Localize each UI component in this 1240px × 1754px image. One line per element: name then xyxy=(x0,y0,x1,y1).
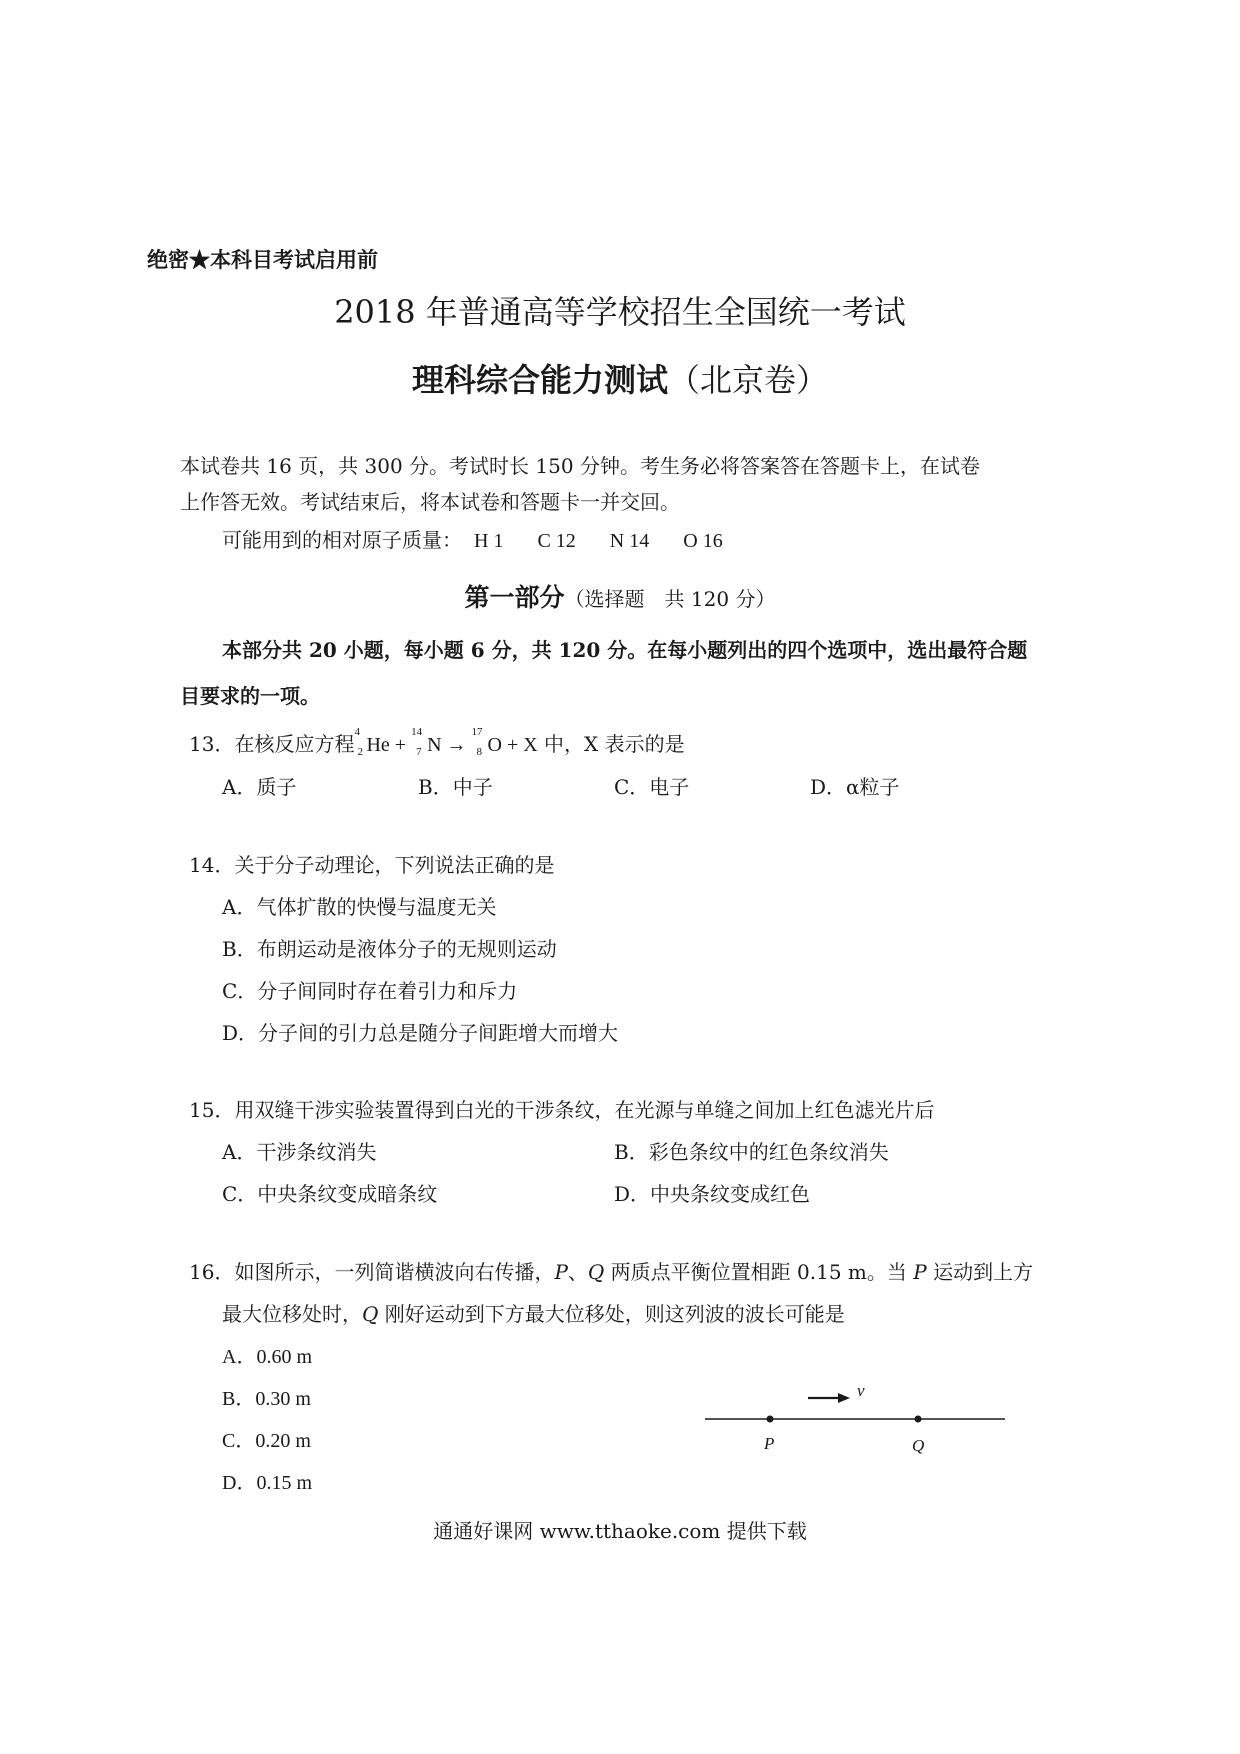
exam-subtitle xyxy=(0,355,1240,401)
subtitle-main: 理科综合能力测试 xyxy=(411,361,668,399)
part-one-instruction-1: 本部分共 20 小题，每小题 6 分，共 120 分。在每小题列出的四个选项中，选出最符合题 xyxy=(222,638,1028,662)
point-p-ref: P xyxy=(913,1260,927,1284)
option-c: C．分子间同时存在着引力和斥力 xyxy=(222,979,518,1003)
nitrogen-nuclide xyxy=(411,726,442,758)
element-symbol: N xyxy=(427,734,442,756)
oxygen-nuclide xyxy=(471,726,502,758)
part-one-label: 第一部分 xyxy=(464,583,565,612)
option-b: B．中子 xyxy=(418,775,493,799)
question-15-stem xyxy=(189,1094,934,1123)
confidential-notice: 绝密★本科目考试启用前 xyxy=(147,247,378,272)
intro-line-2: 上作答无效。考试结束后，将本试卷和答题卡一并交回。 xyxy=(180,490,680,514)
option-c: C．电子 xyxy=(614,775,690,799)
mass-number: 17 xyxy=(471,726,483,738)
question-text: 运动到上方 xyxy=(926,1260,1034,1284)
velocity-label: v xyxy=(857,1381,865,1400)
footer-source: 通通好课网 www.tthaoke.com 提供下载 xyxy=(433,1519,807,1543)
element-symbol: O xyxy=(487,734,502,756)
atomic-number: 7 xyxy=(416,746,422,758)
wave-figure xyxy=(700,1380,1020,1460)
point-p xyxy=(767,1416,774,1423)
option-c: C．中央条纹变成暗条纹 xyxy=(222,1182,438,1206)
subtitle-region: （北京卷） xyxy=(668,361,829,399)
option-a: A．质子 xyxy=(222,775,297,799)
question-text: 两质点平衡位置相距 0.15 m。当 xyxy=(604,1260,914,1284)
question-text: 用双缝干涉实验装置得到白光的干涉条纹，在光源与单缝之间加上红色滤光片后 xyxy=(234,1098,935,1122)
velocity-arrowhead xyxy=(838,1393,850,1403)
separator: 、 xyxy=(567,1260,588,1284)
mass-o: O 16 xyxy=(683,530,723,552)
part-one-instruction-2: 目要求的一项。 xyxy=(180,684,320,708)
atomic-mass-label: 可能用到的相对原子质量： xyxy=(222,528,462,552)
option-a: A．气体扩散的快慢与温度无关 xyxy=(222,895,497,919)
unknown-particle: + X xyxy=(501,734,538,756)
point-p-label: P xyxy=(764,1434,775,1453)
mass-number: 4 xyxy=(354,726,360,738)
point-q xyxy=(915,1416,922,1423)
question-number: 16． xyxy=(189,1260,235,1284)
option-c: C．0.20 m xyxy=(222,1430,311,1452)
mass-c: C 12 xyxy=(537,530,576,552)
nuclear-equation xyxy=(354,726,538,758)
point-q-ref: Q xyxy=(587,1260,605,1284)
question-number: 15． xyxy=(189,1098,235,1122)
option-b: B．布朗运动是液体分子的无规则运动 xyxy=(222,937,557,961)
option-d: D．α粒子 xyxy=(810,775,900,799)
mass-h: H 1 xyxy=(474,530,504,552)
option-b: B．0.30 m xyxy=(222,1388,311,1410)
option-a: A．干涉条纹消失 xyxy=(222,1140,377,1164)
mass-n: N 14 xyxy=(609,530,650,552)
question-number: 14． xyxy=(189,853,235,877)
intro-line-1: 本试卷共 16 页，共 300 分。考试时长 150 分钟。考生务必将答案答在答题卡上，在试卷 xyxy=(180,454,980,478)
atomic-mass-line xyxy=(222,524,757,553)
reaction-arrow: → xyxy=(441,734,472,756)
question-text: 在核反应方程 xyxy=(234,732,355,756)
mass-number: 14 xyxy=(411,726,423,738)
atomic-number: 8 xyxy=(476,746,483,758)
element-symbol: He xyxy=(366,734,390,756)
option-d: D．0.15 m xyxy=(222,1472,312,1494)
helium-nuclide xyxy=(354,726,390,758)
question-13-stem xyxy=(189,728,685,757)
option-d: D．中央条纹变成红色 xyxy=(614,1182,811,1206)
question-text: 如图所示，一列简谐横波向右传播， xyxy=(234,1260,555,1284)
option-a: A．0.60 m xyxy=(222,1346,312,1368)
part-one-title xyxy=(0,578,1240,614)
question-number: 13． xyxy=(189,732,235,756)
point-p-ref: P xyxy=(554,1260,568,1284)
question-16-stem-line-2 xyxy=(222,1298,845,1327)
question-14-stem xyxy=(189,849,554,878)
question-text: 关于分子动理论，下列说法正确的是 xyxy=(234,853,555,877)
question-16-stem-line-1 xyxy=(189,1256,1033,1285)
point-q-ref: Q xyxy=(362,1302,379,1326)
part-one-note: （选择题 共 120 分） xyxy=(564,587,776,611)
point-q-label: Q xyxy=(912,1436,925,1455)
atomic-number: 2 xyxy=(357,746,363,758)
question-text: 最大位移处时， xyxy=(222,1302,362,1326)
plus-sign: + xyxy=(389,734,412,756)
question-text-tail: 中，X 表示的是 xyxy=(537,732,685,756)
option-b: B．彩色条纹中的红色条纹消失 xyxy=(614,1140,889,1164)
question-text: 刚好运动到下方最大位移处，则这列波的波长可能是 xyxy=(378,1302,845,1326)
exam-title: 2018 年普通高等学校招生全国统一考试 xyxy=(334,293,906,331)
option-d: D．分子间的引力总是随分子间距增大而增大 xyxy=(222,1021,619,1045)
